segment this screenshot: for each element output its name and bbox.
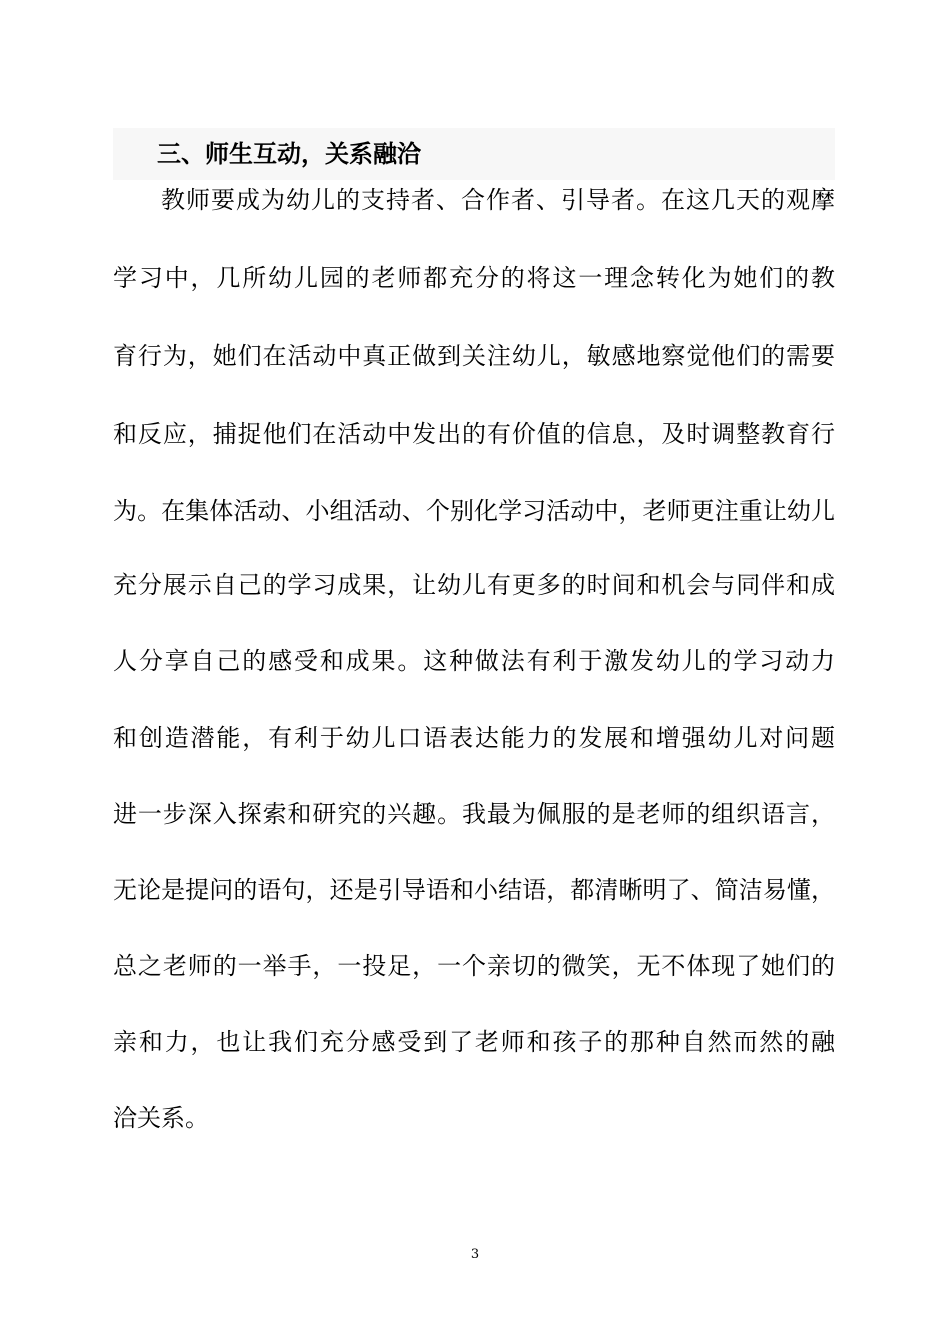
paragraph-line-1: 教师要成为幼儿的支持者、合作者、引导者。在这几天的观摩 — [161, 186, 835, 214]
paragraph-line-10: 无论是提问的语句，还是引导语和小结语，都清晰明了、简洁易懂， — [113, 876, 835, 904]
paragraph-line-8: 和创造潜能，有利于幼儿口语表达能力的发展和增强幼儿对问题 — [113, 724, 835, 752]
paragraph-line-6: 充分展示自己的学习成果，让幼儿有更多的时间和机会与同伴和成 — [113, 571, 835, 599]
paragraph-line-7: 人分享自己的感受和成果。这种做法有利于激发幼儿的学习动力 — [113, 647, 835, 675]
paragraph-line-5: 为。在集体活动、小组活动、个别化学习活动中，老师更注重让幼儿 — [113, 497, 835, 525]
page-number: 3 — [470, 1247, 480, 1262]
paragraph-line-9: 进一步深入探索和研究的兴趣。我最为佩服的是老师的组织语言， — [113, 800, 835, 828]
paragraph-line-13: 洽关系。 — [113, 1104, 209, 1132]
paragraph-line-2: 学习中，几所幼儿园的老师都充分的将这一理念转化为她们的教 — [113, 264, 835, 292]
paragraph-line-11: 总之老师的一举手，一投足，一个亲切的微笑，无不体现了她们的 — [113, 952, 835, 980]
paragraph-line-3: 育行为，她们在活动中真正做到关注幼儿，敏感地察觉他们的需要 — [113, 342, 835, 370]
paragraph-line-4: 和反应，捕捉他们在活动中发出的有价值的信息，及时调整教育行 — [113, 420, 835, 448]
paragraph-line-12: 亲和力，也让我们充分感受到了老师和孩子的那种自然而然的融 — [113, 1028, 835, 1056]
section-heading: 三、师生互动，关系融洽 — [157, 140, 421, 168]
